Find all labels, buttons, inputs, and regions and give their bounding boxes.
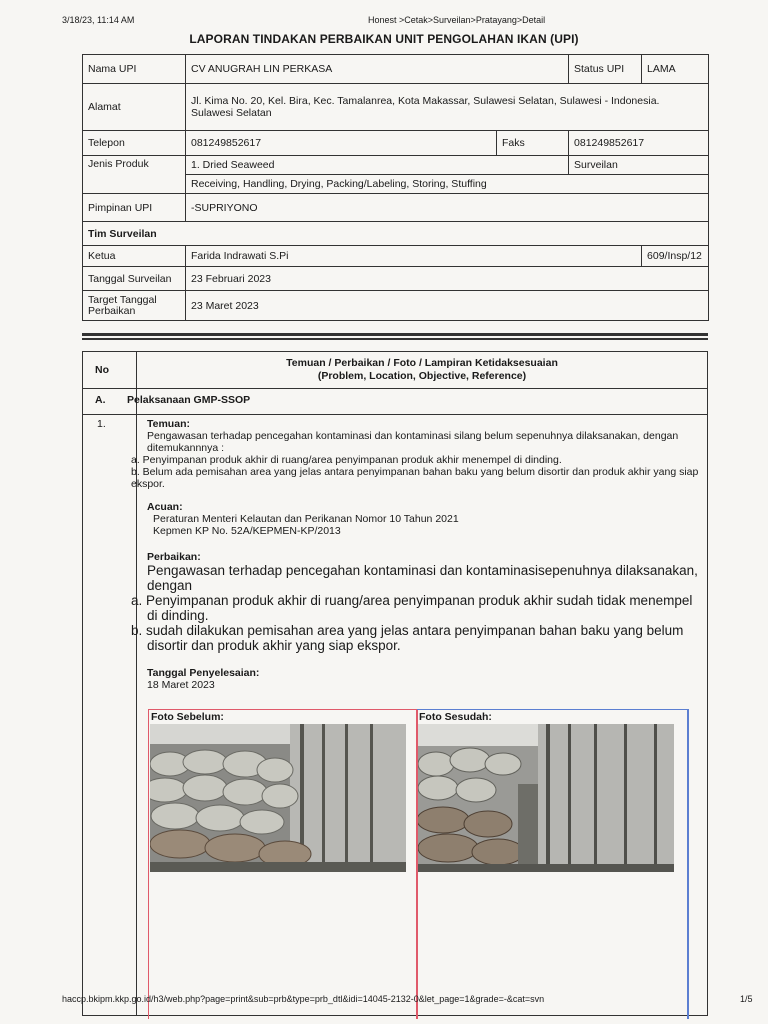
faks-value: 081249852617 bbox=[569, 131, 709, 156]
jenis-produk-label: Jenis Produk bbox=[83, 156, 186, 194]
acuan-item-1: Peraturan Menteri Kelautan dan Perikanan Nomor 10 Tahun 2021 bbox=[153, 513, 459, 525]
status-upi-label: Status UPI bbox=[569, 55, 642, 84]
divider-thick bbox=[82, 333, 708, 336]
column-header-line1: Temuan / Perbaikan / Foto / Lampiran Ketidaksesuaian bbox=[286, 357, 558, 369]
faks-label: Faks bbox=[497, 131, 569, 156]
nama-upi-label: Nama UPI bbox=[83, 55, 186, 84]
perbaikan-item-b: b. sudah dilakukan pemisahan area yang jelas antara penyimpanan bahan baku yang belum disortir dan produk akhir yang siap ekspor. bbox=[131, 623, 684, 653]
tanggal-penyelesaian-label: Tanggal Penyelesaian: bbox=[147, 667, 260, 679]
telepon-label: Telepon bbox=[83, 131, 186, 156]
acuan-item-2: Kepmen KP No. 52A/KEPMEN-KP/2013 bbox=[153, 525, 341, 537]
jenis-produk-value: 1. Dried Seaweed bbox=[186, 156, 569, 175]
temuan-item-b: b. Belum ada pemisahan area yang jelas antara penyimpanan bahan baku yang belum disortir dan produk akhir yang siap ekspor. bbox=[131, 466, 699, 490]
acuan-label: Acuan: bbox=[147, 501, 183, 513]
tim-surveilan-label: Tim Surveilan bbox=[83, 222, 709, 246]
column-divider-body bbox=[136, 414, 137, 1015]
telepon-value: 081249852617 bbox=[186, 131, 497, 156]
perbaikan-label: Perbaikan: bbox=[147, 551, 201, 563]
perbaikan-item-a: a. Penyimpanan produk akhir di ruang/area penyimpanan produk akhir sudah tidak menempel di dinding. bbox=[131, 593, 693, 623]
temuan-text: Pengawasan terhadap pencegahan kontaminasi dan kontaminasi silang belum sepenuhnya dilaksanakan, dengan ditemukannnya : bbox=[147, 430, 679, 454]
temuan-label: Temuan: bbox=[147, 418, 190, 430]
print-datetime: 3/18/23, 11:14 AM bbox=[62, 15, 135, 25]
alamat-label: Alamat bbox=[83, 84, 186, 131]
breadcrumb: Honest >Cetak>Surveilan>Pratayang>Detail bbox=[368, 15, 546, 25]
tanggal-penyelesaian-value: 18 Maret 2023 bbox=[147, 679, 215, 691]
foto-sesudah-box bbox=[417, 709, 689, 1019]
section-title: Pelaksanaan GMP-SSOP bbox=[127, 394, 251, 406]
perbaikan-text: Pengawasan terhadap pencegahan kontaminasi dan kontaminasisepenuhnya dilaksanakan, dengan bbox=[147, 563, 698, 593]
upi-info-table bbox=[82, 54, 709, 321]
foto-sesudah-image bbox=[418, 724, 674, 872]
foto-sebelum-box bbox=[148, 709, 418, 1019]
pimpinan-value: -SUPRIYONO bbox=[186, 194, 709, 222]
status-upi-value: LAMA bbox=[642, 55, 709, 84]
page-number: 1/5 bbox=[740, 994, 753, 1004]
foto-sesudah-label: Foto Sesudah: bbox=[419, 711, 492, 723]
ketua-code: 609/Insp/12 bbox=[642, 246, 709, 267]
no-header: No bbox=[95, 364, 109, 376]
pimpinan-label: Pimpinan UPI bbox=[83, 194, 186, 222]
findings-table bbox=[82, 351, 708, 1016]
target-tanggal-label: Target Tanggal Perbaikan bbox=[83, 291, 186, 321]
alamat-value: Jl. Kima No. 20, Kel. Bira, Kec. Tamalanrea, Kota Makassar, Sulawesi Selatan, Sulawesi - Indonesia. Sulawesi Selatan bbox=[186, 84, 709, 131]
divider-thin bbox=[82, 338, 708, 340]
footer-url: haccp.bkipm.kkp.go.id/h3/web.php?page=print&sub=prb&type=prb_dtl&idi=14045-2132-0&let_page=1&grade=-&cat=svn bbox=[62, 994, 545, 1004]
page-title: LAPORAN TINDAKAN PERBAIKAN UNIT PENGOLAHAN IKAN (UPI) bbox=[189, 32, 579, 46]
findings-header-row bbox=[83, 352, 707, 389]
foto-sebelum-label: Foto Sebelum: bbox=[151, 711, 224, 723]
item-content bbox=[131, 418, 703, 691]
surveilan-label: Surveilan bbox=[569, 156, 709, 175]
temuan-item-a: a. Penyimpanan produk akhir di ruang/area penyimpanan produk akhir menempel di dinding. bbox=[131, 454, 562, 466]
tanggal-surveilan-value: 23 Februari 2023 bbox=[186, 267, 709, 291]
item-number: 1. bbox=[97, 418, 106, 430]
foto-sebelum-image bbox=[150, 724, 406, 872]
nama-upi-value: CV ANUGRAH LIN PERKASA bbox=[186, 55, 569, 84]
proses-value: Receiving, Handling, Drying, Packing/Labeling, Storing, Stuffing bbox=[186, 175, 709, 194]
section-letter: A. bbox=[95, 394, 106, 406]
ketua-value: Farida Indrawati S.Pi bbox=[186, 246, 642, 267]
tanggal-surveilan-label: Tanggal Surveilan bbox=[83, 267, 186, 291]
section-row bbox=[83, 388, 707, 415]
column-header-line2: (Problem, Location, Objective, Reference) bbox=[317, 370, 527, 382]
ketua-label: Ketua bbox=[83, 246, 186, 267]
target-tanggal-value: 23 Maret 2023 bbox=[186, 291, 709, 321]
